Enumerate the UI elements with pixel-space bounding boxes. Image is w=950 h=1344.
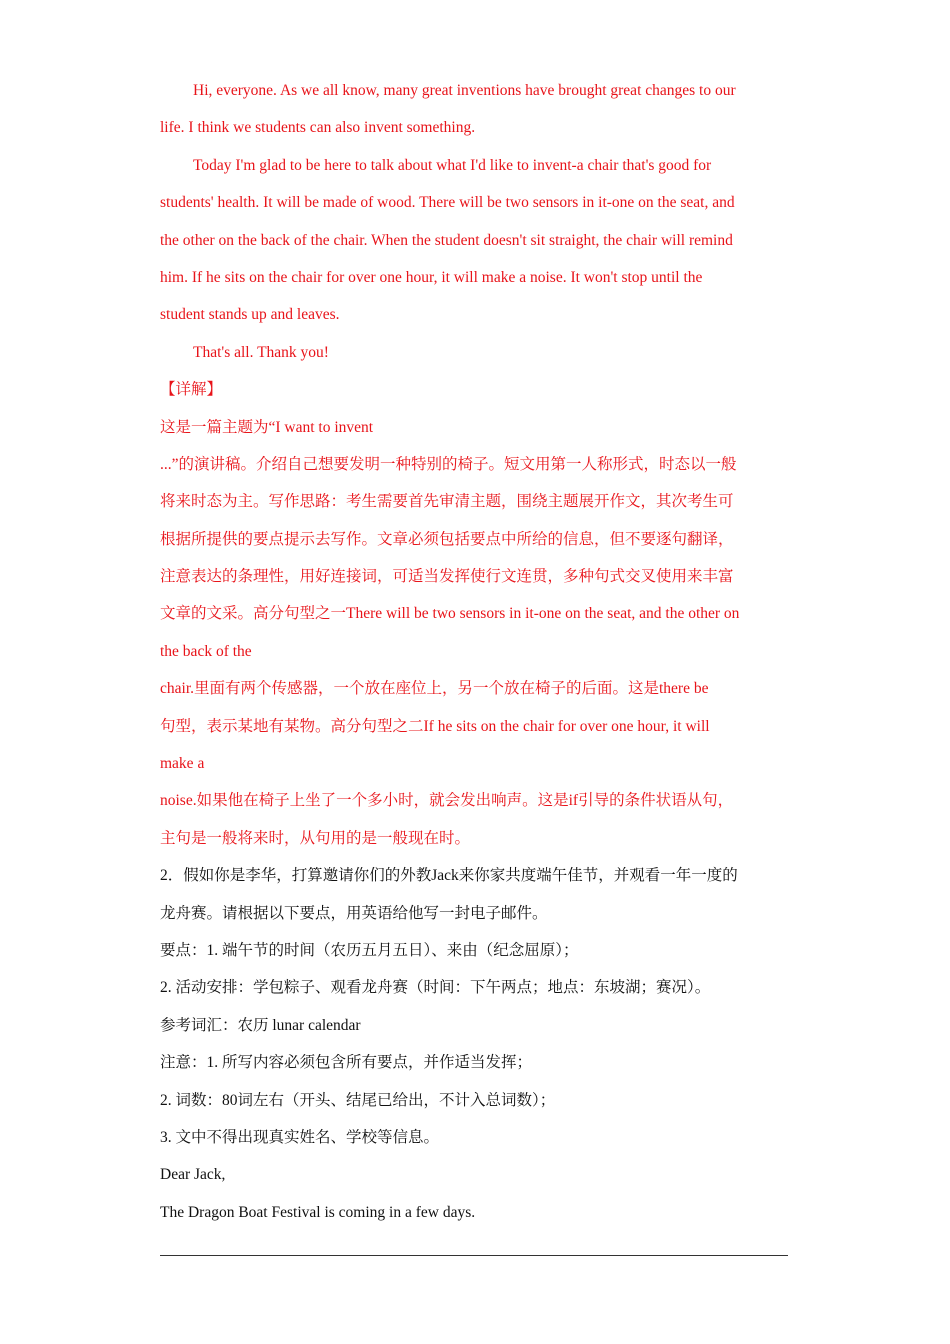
essay-line: student stands up and leaves. (160, 306, 340, 324)
answer-blank-line (160, 1255, 788, 1256)
question-line: 2. 活动安排：学包粽子、观看龙舟赛（时间：下午两点；地点：东坡湖；赛况）。 (160, 979, 711, 997)
question-line: 3. 文中不得出现真实姓名、学校等信息。 (160, 1128, 440, 1146)
letter-opening: The Dragon Boat Festival is coming in a few days. (160, 1203, 476, 1221)
detail-line: the back of the (160, 642, 252, 660)
detail-line: 句型，表示某地有某物。高分句型之二If he sits on the chair for over one hour, it will (160, 717, 710, 735)
detail-heading: 【详解】 (160, 381, 223, 399)
essay-line: Today I'm glad to be here to talk about what I'd like to invent-a chair that's good for (193, 156, 712, 174)
question-line: 2. 词数：80词左右（开头、结尾已给出，不计入总词数）； (160, 1091, 556, 1109)
essay-line: life. I think we students can also invent something. (160, 119, 476, 137)
detail-line: 这是一篇主题为“I want to invent (160, 418, 374, 436)
essay-line: students' health. It will be made of wood. There will be two sensors in it-one on the seat, and (160, 194, 735, 212)
detail-line: 将来时态为主。写作思路：考生需要首先审清主题，围绕主题展开作文，其次考生可 (160, 493, 734, 511)
detail-line: 根据所提供的要点提示去写作。文章必须包括要点中所给的信息，但不要逐句翻译， (160, 530, 734, 548)
question-line: 参考词汇：农历 lunar calendar (160, 1016, 361, 1034)
detail-line: ...”的演讲稿。介绍自己想要发明一种特别的椅子。短文用第一人称形式，时态以一般 (160, 455, 737, 473)
question-line: 要点：1. 端午节的时间（农历五月五日）、来由（纪念屈原）； (160, 941, 579, 959)
detail-line: noise.如果他在椅子上坐了一个多小时，就会发出响声。这是if引导的条件状语从句， (160, 792, 734, 810)
detail-line: 主句是一般将来时，从句用的是一般现在时。 (160, 829, 471, 847)
essay-closing: That's all. Thank you! (193, 343, 329, 361)
detail-line: 注意表达的条理性，用好连接词，可适当发挥使行文连贯，多种句式交叉使用来丰富 (160, 568, 734, 586)
detail-line: make a (160, 755, 205, 773)
question-line: 2．假如你是李华，打算邀请你们的外教Jack来你家共度端午佳节，并观看一年一度的 (160, 867, 738, 885)
detail-line: 文章的文采。高分句型之一There will be two sensors in it-one on the seat, and the other on (160, 605, 740, 623)
question-line: 龙舟赛。请根据以下要点，用英语给他写一封电子邮件。 (160, 904, 548, 922)
document-body (160, 72, 788, 1231)
detail-line: chair.里面有两个传感器，一个放在座位上，另一个放在椅子的后面。这是there be (160, 680, 709, 698)
question-line: 注意：1. 所写内容必须包含所有要点，并作适当发挥； (160, 1054, 533, 1072)
essay-line: him. If he sits on the chair for over one hour, it will make a noise. It won't stop until the (160, 268, 703, 286)
essay-line: Hi, everyone. As we all know, many great inventions have brought great changes to our (193, 82, 736, 99)
letter-salutation: Dear Jack, (160, 1166, 226, 1184)
essay-line: the other on the back of the chair. When the student doesn't sit straight, the chair will remind (160, 231, 733, 249)
